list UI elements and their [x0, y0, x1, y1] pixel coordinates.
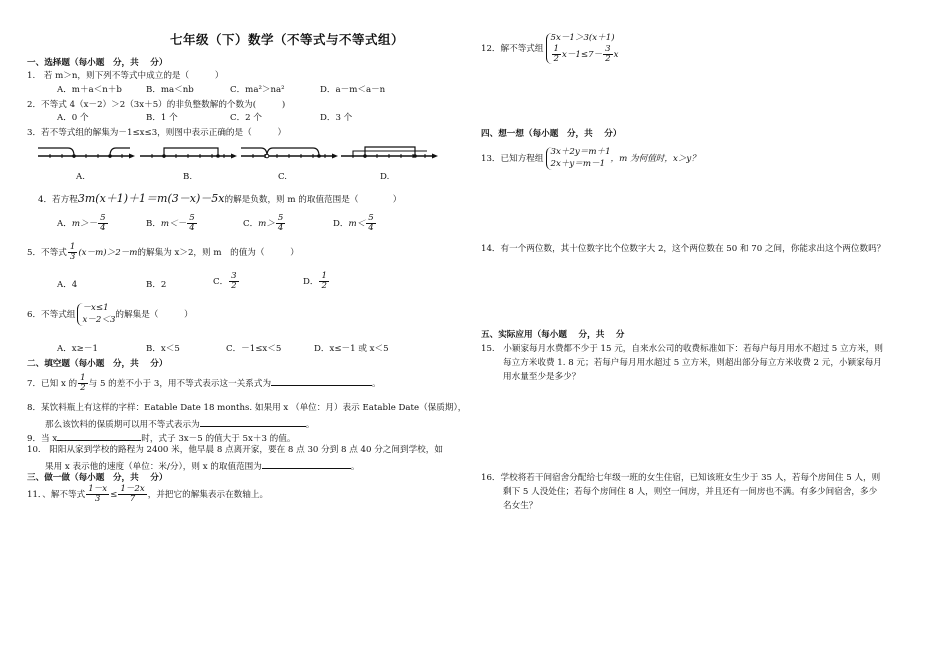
number-line-option-d — [339, 143, 439, 163]
question-8-line-1: 8．某饮料瓶上有这样的字样：Eatable Date 18 months. 如果用 x （单位：月）表示 Eatable Date（保质期）， — [27, 403, 467, 413]
question-10-line-1: 10. 阳阳从家到学校的路程为 2400 米，他早晨 8 点离开家，要在 8 点 30 分到 8 点 40 分之间到学校，如 — [27, 445, 443, 455]
question-5-option-d: D． $\frac{1}{2}$ — [303, 271, 327, 292]
question-1-option-b: B．ma＜nb — [146, 85, 194, 95]
question-1-option-c: C．ma²＞na² — [230, 85, 285, 95]
section-heading-fill: 二、填空题（每小题 分，共 分） — [27, 359, 168, 369]
question-5-stem: 5．不等式 $\frac{1}{3}$ (x－m)＞2－m的解集为 x＞2，则 m 的值为（ ） — [27, 242, 299, 263]
question-3-option-d: D. — [380, 172, 390, 182]
question-2-stem: 2．不等式 4（x－2）＞2（3x＋5）的非负整数解的个数为( ) — [27, 100, 286, 110]
question-7: 7．已知 x 的 $\frac{1}{2}$ 与 5 的差不小于 3，用不等式表示这一关系式为 。 — [27, 373, 381, 394]
question-10-line-2: 果用 x 表示他的速度（单位：米/分），则 x 的取值范围为 。 — [45, 459, 359, 473]
question-4-option-a: A．m＞－ $\frac{5}{4}$ — [57, 213, 106, 234]
number-line-option-c — [239, 143, 339, 163]
page-title: 七年级（下）数学（不等式与不等式组） — [170, 32, 405, 47]
question-5-option-c: C． $\frac{3}{2}$ — [213, 271, 237, 292]
question-4-option-d: D．m＜ $\frac{5}{4}$ — [333, 213, 374, 234]
question-1-option-a: A．m＋a＜n＋b — [57, 85, 122, 95]
question-6-stem: 6．不等式组 －x≤1 x－2＜3 的解集是（ ） — [27, 303, 193, 325]
section-heading-choice: 一、选择题（每小题 分，共 分） — [27, 58, 168, 68]
question-11: 11．、解不等式 $\frac{1-x}{3}$ ≤ $\frac{1-2x}{7}$ ，并把它的解集表示在数轴上。 — [27, 484, 269, 505]
question-9: 9．当 x 时，式子 3x－5 的值大于 5x＋3 的值。 — [27, 431, 295, 445]
question-14: 14．有一个两位数，其十位数字比个位数字大 2，这个两位数在 50 和 70 之间，你能求出这个两位数吗？ — [481, 244, 886, 254]
question-4-option-b: B．m＜－ $\frac{5}{4}$ — [146, 213, 195, 234]
question-15-line-2: 每立方米收费 1. 8 元；若每户每月用水超过 5 立方米，则超出部分每立方米收费 2 元，小颖家每月 — [503, 358, 882, 368]
question-6-option-c: C．－1≤x＜5 — [226, 344, 282, 354]
question-8-line-2: 那么该饮料的保质期可以用不等式表示为 。 — [45, 417, 314, 431]
number-line-option-a — [36, 143, 136, 163]
section-heading-practice: 三、做一做（每小题 分，共 分） — [27, 473, 168, 483]
question-16-line-2: 剩下 5 人没处住；若每个房间住 8 人，则空一间房，并且还有一间房也不满。有多少间宿舍，多少 — [503, 487, 878, 497]
question-1-stem: 1. 若 m＞n，则下列不等式中成立的是（ ） — [27, 71, 224, 81]
question-3-option-a: A. — [76, 172, 85, 182]
question-2-option-b: B．1 个 — [146, 113, 178, 123]
question-5-option-a: A．4 — [57, 280, 78, 290]
answer-blank-9[interactable] — [57, 431, 141, 441]
section-heading-think: 四、想一想（每小题 分，共 分） — [481, 129, 622, 139]
answer-blank-8[interactable] — [200, 417, 306, 427]
question-12: 12．解不等式组 5x－1＞3(x＋1) $\frac{1}{2}$ x－1≤7－ $\frac{3}{2}$ x — [481, 33, 619, 64]
question-2-option-d: D．3 个 — [320, 113, 353, 123]
answer-blank-10[interactable] — [262, 459, 351, 469]
question-4-stem: 4．若方程3m(x＋1)＋1＝m(3－x)－5x的解是负数，则 m 的取值范围是（ ） — [38, 192, 402, 205]
question-1-option-d: D．a－m＜a－n — [320, 85, 386, 95]
question-5-option-b: B．2 — [146, 280, 167, 290]
question-2-option-c: C．2 个 — [230, 113, 262, 123]
question-16-line-3: 名女生？ — [503, 501, 538, 511]
question-6-option-b: B．x＜5 — [146, 344, 180, 354]
section-heading-application: 五、实际应用（每小题 分，共 分 — [481, 330, 625, 340]
question-16-line-1: 16．学校将若干间宿舍分配给七年级一班的女生住宿，已知该班女生少于 35 人，若每个房间住 5 人，则 — [481, 473, 881, 483]
question-3-option-b: B. — [183, 172, 193, 182]
number-line-option-b — [138, 143, 238, 163]
question-4-equation: 3m(x＋1)＋1＝m(3－x)－5x — [77, 192, 225, 205]
question-15-line-1: 15. 小颖家每月水费都不少于 15 元，自来水公司的收费标准如下：若每户每月用水不超过 5 立方米，则 — [481, 344, 883, 354]
answer-blank-7[interactable] — [271, 376, 372, 386]
question-3-stem: 3．若不等式组的解集为－1≤x≤3，则图中表示正确的是（ ） — [27, 128, 287, 138]
question-4-option-c: C．m＞ $\frac{5}{4}$ — [243, 213, 284, 234]
question-6-option-d: D．x≤－1 或 x＜5 — [314, 344, 389, 354]
question-15-line-3: 用水量至少是多少？ — [503, 372, 581, 382]
question-2-option-a: A．0 个 — [57, 113, 89, 123]
question-6-option-a: A．x≥－1 — [57, 344, 98, 354]
question-13: 13．已知方程组 3x＋2y＝m＋1 2x＋y＝m－1 ，m 为何值时，x＞y？ — [481, 147, 700, 169]
question-3-option-c: C. — [278, 172, 288, 182]
